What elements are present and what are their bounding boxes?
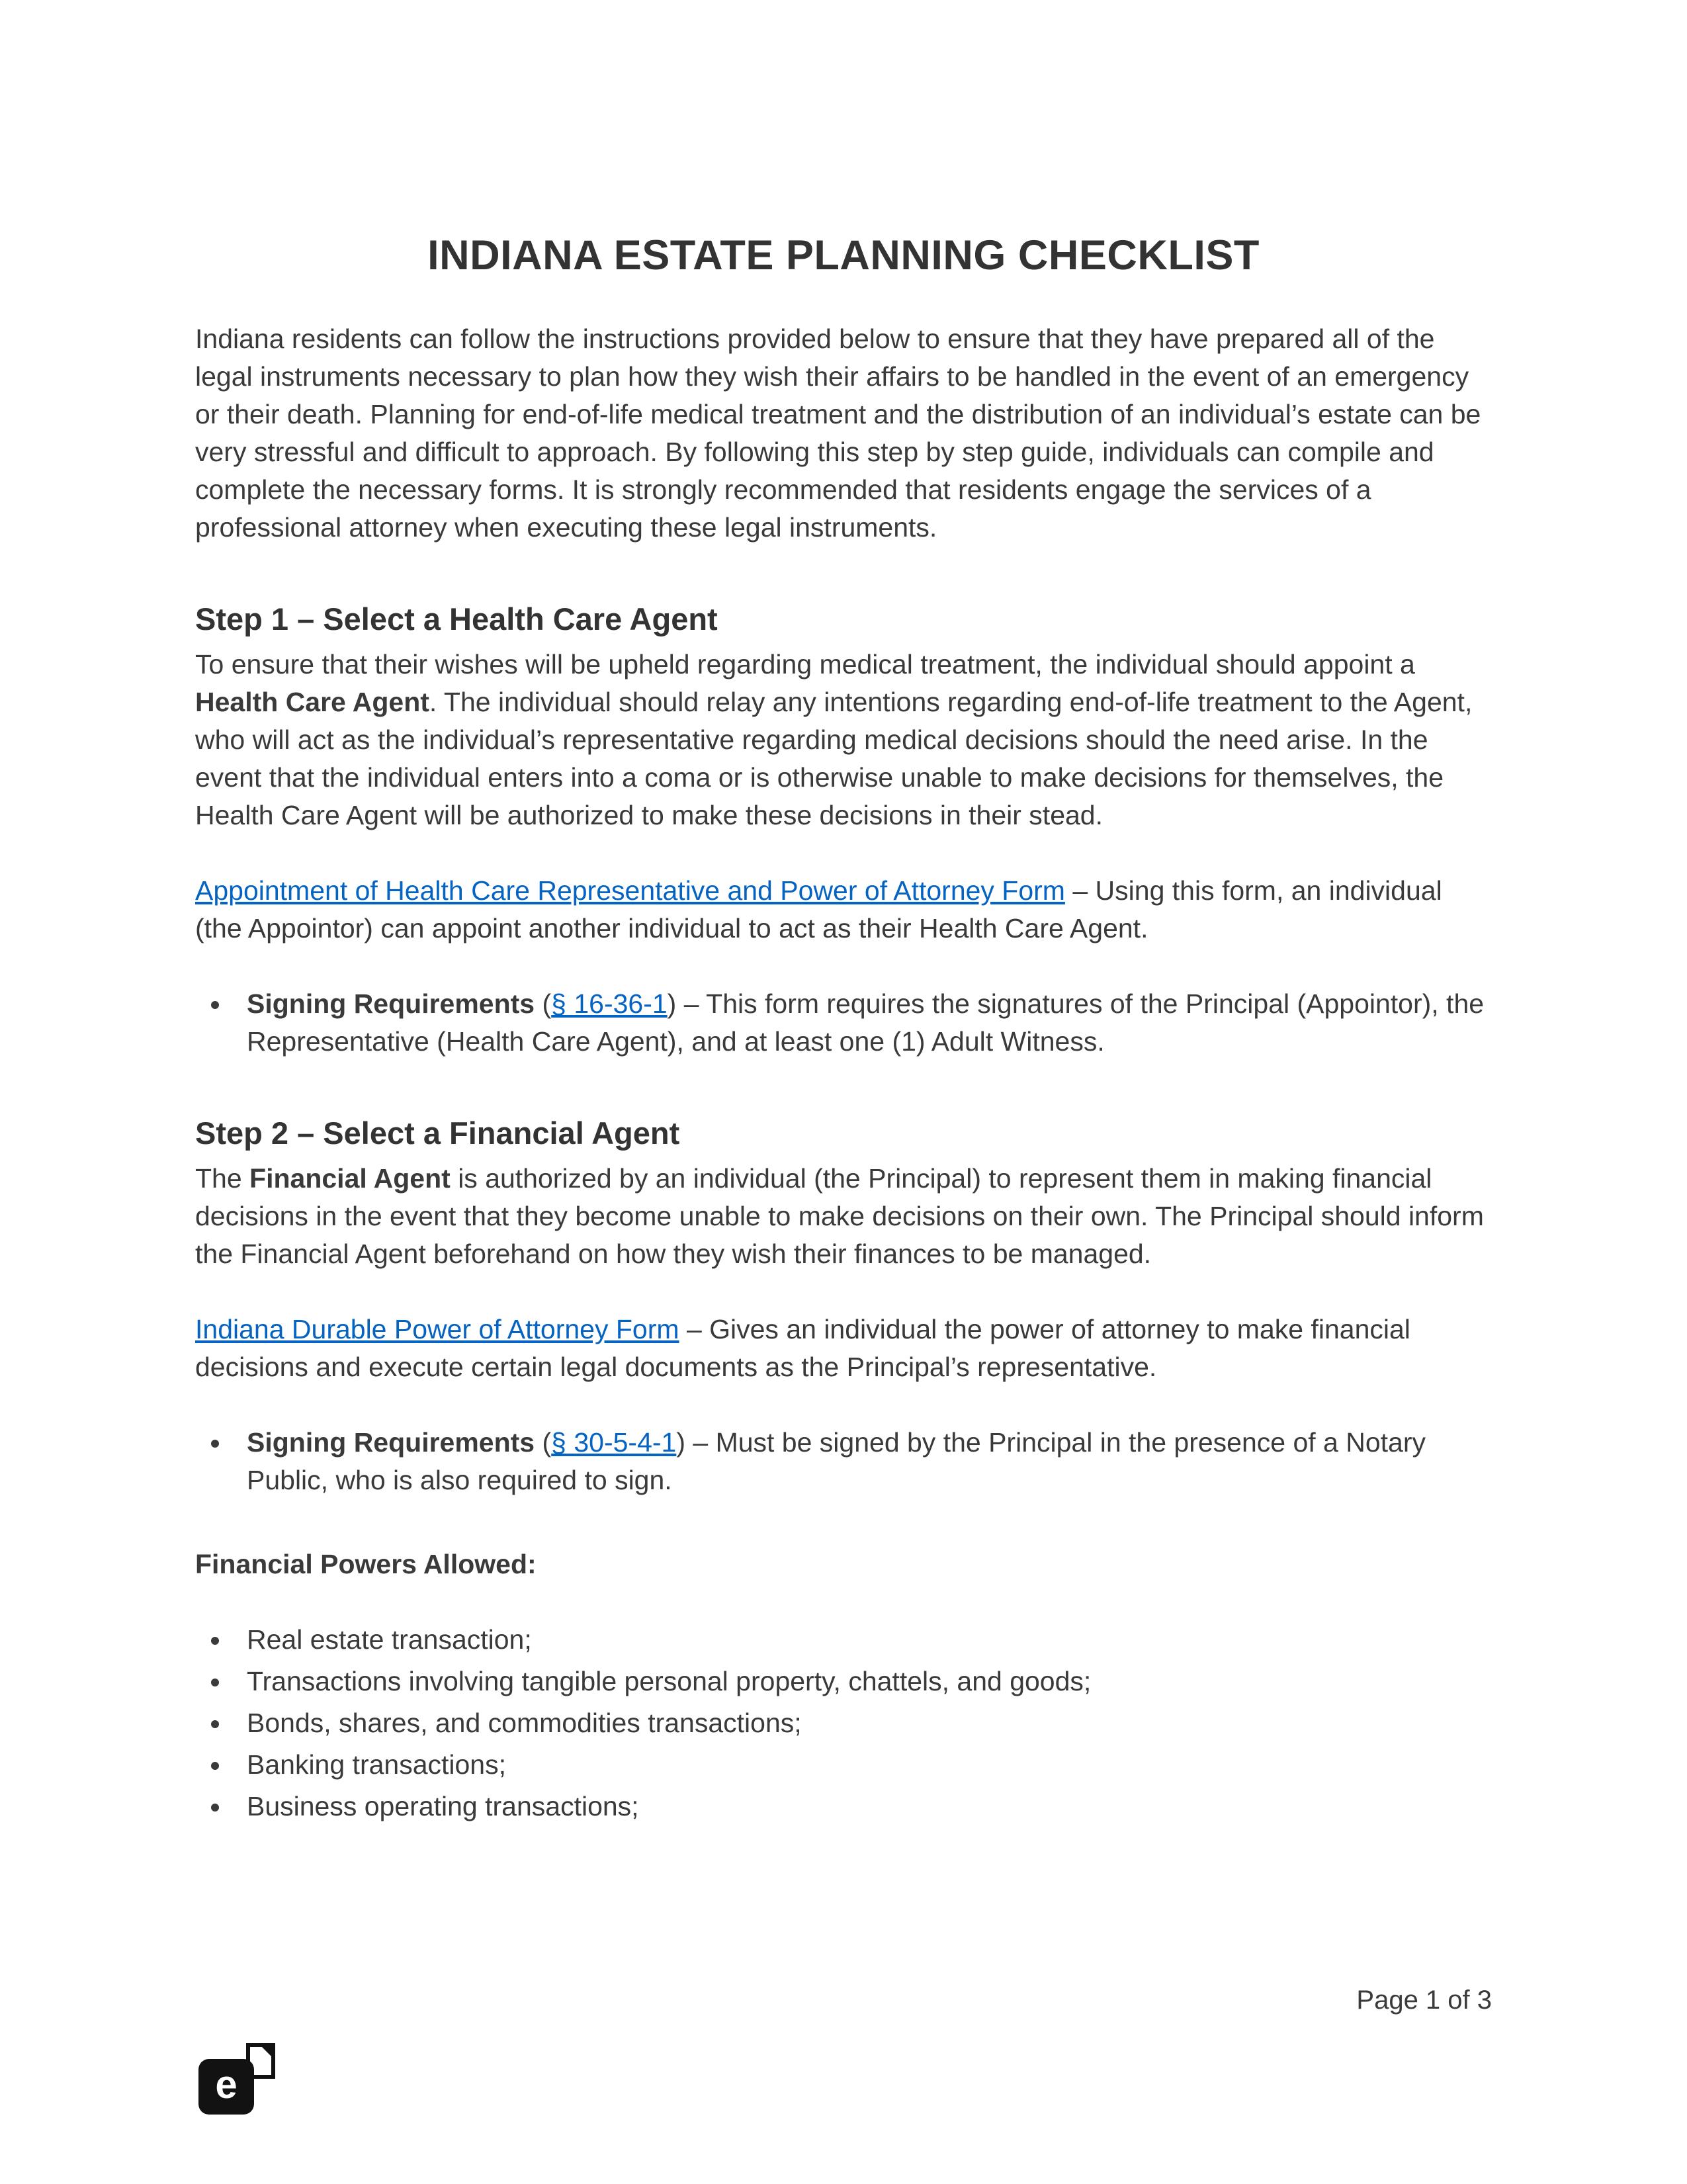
list-item bbox=[195, 1663, 1492, 1700]
step2-signing-requirements-detail: ) – Must be signed by the Principal in the presence of a Notary Public, who is also required to sign. bbox=[247, 1427, 1426, 1495]
step1-form-link[interactable]: Appointment of Health Care Representative and Power of Attorney Form bbox=[195, 875, 1065, 906]
open-paren: ( bbox=[535, 1427, 552, 1458]
signing-requirements-label: Signing Requirements bbox=[247, 1427, 535, 1458]
step2-signing-requirements-item bbox=[195, 1424, 1492, 1499]
intro-paragraph: Indiana residents can follow the instructions provided below to ensure that they have prepared all of the legal instruments necessary to plan how they wish their affairs to be handled in the event of an emergency or their death. Planning for end-of-life medical treatment and the distribution of an individual’s estate can be very stressful and difficult to approach. By following this step by step guide, individuals can compile and complete the necessary forms. It is strongly recommended that residents engage the services of a professional attorney when executing these legal instruments. bbox=[195, 324, 1481, 543]
step1-signing-requirements-item bbox=[195, 985, 1492, 1061]
step1-paragraph bbox=[195, 646, 1492, 834]
bullet-icon bbox=[195, 1704, 247, 1728]
bullet-icon bbox=[195, 1424, 247, 1448]
list-item-text: Transactions involving tangible personal property, chattels, and goods; bbox=[247, 1666, 1092, 1696]
financial-powers-heading: Financial Powers Allowed: bbox=[195, 1549, 537, 1579]
bullet-icon bbox=[195, 1746, 247, 1770]
step1-signing-requirements-detail: ) – This form requires the signatures of the Principal (Appointor), the Representative (Health Care Agent), and at least one (1) Adult Witness. bbox=[247, 988, 1485, 1057]
financial-powers-list bbox=[195, 1621, 1492, 1825]
step1-statute-link[interactable]: § 16-36-1 bbox=[551, 988, 668, 1019]
step1-form-paragraph bbox=[195, 872, 1492, 947]
list-item bbox=[195, 1621, 1492, 1659]
list-item-text: Business operating transactions; bbox=[247, 1791, 639, 1821]
bullet-dot-icon bbox=[211, 1637, 219, 1645]
step2-signing-requirements-text bbox=[247, 1424, 1492, 1499]
bullet-dot-icon bbox=[211, 1679, 219, 1686]
list-item-text: Bonds, shares, and commodities transactions; bbox=[247, 1708, 802, 1738]
signing-requirements-label: Signing Requirements bbox=[247, 988, 535, 1019]
bullet-dot-icon bbox=[211, 1440, 219, 1448]
step1-paragraph-text: To ensure that their wishes will be upheld regarding medical treatment, the individual should appoint a bbox=[195, 649, 1415, 679]
step2-bold-term: Financial Agent bbox=[249, 1163, 451, 1194]
step2-paragraph-text: The bbox=[195, 1163, 250, 1194]
step1-paragraph-text-after: . The individual should relay any intentions regarding end-of-life treatment to the Agent, who will act as the individual’s representative regarding medical decisions should the need arise. In the event that the individual enters into a coma or is otherwise unable to make decisions for themselves, the Health Care Agent will be authorized to make these decisions in their stead. bbox=[195, 687, 1473, 830]
bullet-dot-icon bbox=[211, 1762, 219, 1770]
step2-paragraph bbox=[195, 1160, 1492, 1273]
logo-letter: e bbox=[215, 2062, 238, 2107]
step1-bold-term: Health Care Agent bbox=[195, 687, 429, 717]
open-paren: ( bbox=[535, 988, 552, 1019]
step2-paragraph-text-after: is authorized by an individual (the Principal) to represent them in making financial decisions in the event that they become unable to make decisions on their own. The Principal should inform the Financial Agent beforehand on how they wish their finances to be managed. bbox=[195, 1163, 1484, 1269]
page-title: INDIANA ESTATE PLANNING CHECKLIST bbox=[427, 232, 1260, 279]
list-item bbox=[195, 1746, 1492, 1784]
bullet-dot-icon bbox=[211, 1001, 219, 1009]
bullet-icon bbox=[195, 1663, 247, 1686]
list-item bbox=[195, 1788, 1492, 1825]
bullet-icon bbox=[195, 1621, 247, 1645]
bullet-dot-icon bbox=[211, 1720, 219, 1728]
step2-heading: Step 2 – Select a Financial Agent bbox=[195, 1115, 680, 1151]
step2-form-description: – Gives an individual the power of attorney to make financial decisions and execute certain legal documents as the Principal’s representative. bbox=[195, 1314, 1410, 1382]
eforms-logo bbox=[198, 2043, 275, 2115]
page-number: Page 1 of 3 bbox=[1356, 1986, 1492, 2015]
bullet-icon bbox=[195, 985, 247, 1009]
step2-statute-link[interactable]: § 30-5-4-1 bbox=[551, 1427, 677, 1458]
list-item-text: Real estate transaction; bbox=[247, 1624, 532, 1655]
bullet-dot-icon bbox=[211, 1804, 219, 1812]
step1-form-description: – Using this form, an individual (the Appointor) can appoint another individual to act as their Health Care Agent. bbox=[195, 875, 1442, 943]
step1-heading: Step 1 – Select a Health Care Agent bbox=[195, 601, 718, 636]
step2-form-paragraph bbox=[195, 1311, 1492, 1386]
bullet-icon bbox=[195, 1788, 247, 1812]
logo-square bbox=[198, 2059, 254, 2115]
step2-form-link[interactable]: Indiana Durable Power of Attorney Form bbox=[195, 1314, 679, 1344]
step1-signing-requirements-text bbox=[247, 985, 1492, 1061]
list-item-text: Banking transactions; bbox=[247, 1749, 507, 1780]
list-item bbox=[195, 1704, 1492, 1742]
